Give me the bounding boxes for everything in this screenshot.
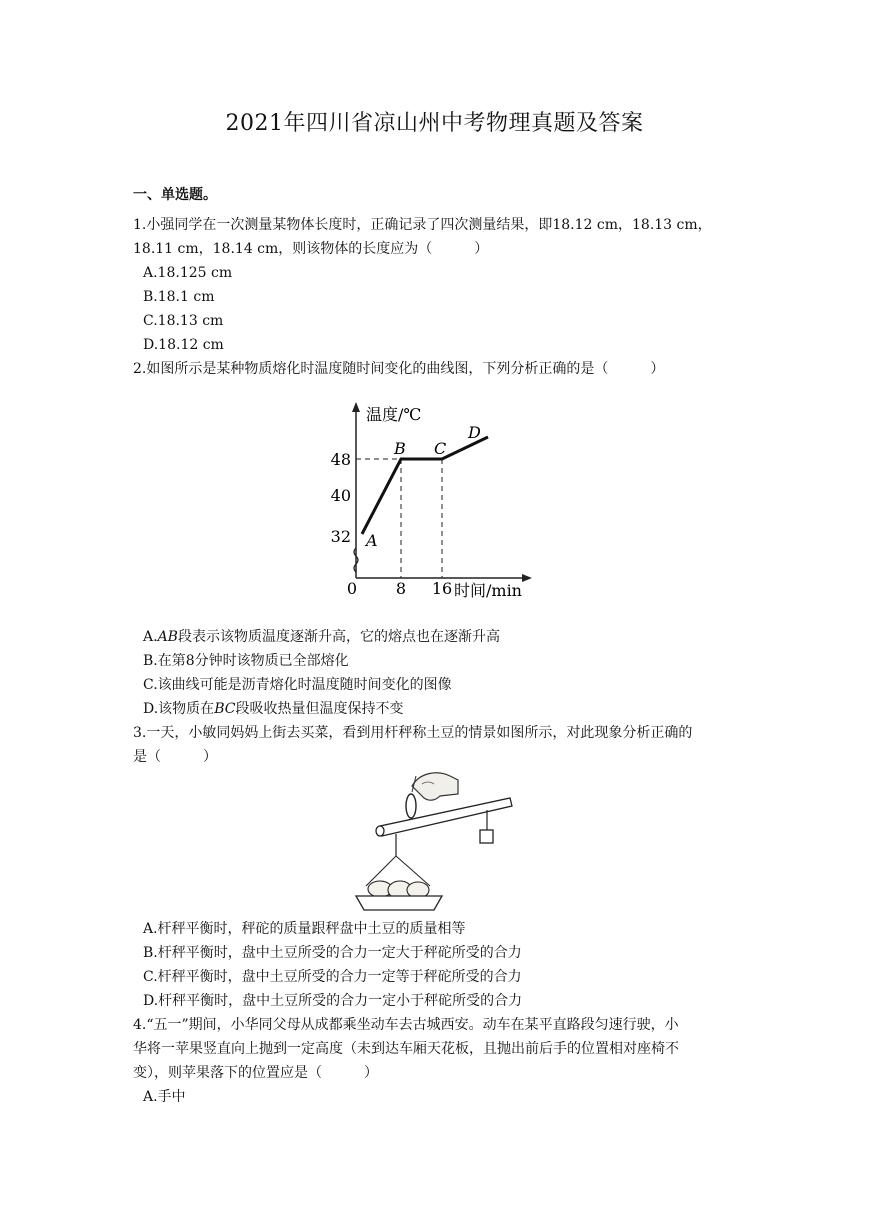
steelyard-figure xyxy=(350,766,520,916)
y-axis-label: 温度/℃ xyxy=(366,405,422,424)
x-tick-0: 0 xyxy=(346,579,358,598)
section-heading: 一、单选题。 xyxy=(133,187,217,203)
q3-stem-line-1: 3.一天，小敏同妈妈上街去买菜，看到用杆秤称土豆的情景如图所示，对此现象分析正确的 xyxy=(133,725,693,741)
q1-option-a: A.18.125 cm xyxy=(143,265,233,281)
y-tick-40: 40 xyxy=(330,486,351,505)
q1-option-b: B.18.1 cm xyxy=(143,289,215,305)
q3-option-a: A.杆秤平衡时，秤砣的质量跟秤盘中土豆的质量相等 xyxy=(143,921,466,937)
hanging-loop xyxy=(406,794,416,818)
q1-stem-line-1: 1.小强同学在一次测量某物体长度时，正确记录了四次测量结果，即18.12 cm，18.13 cm， xyxy=(133,217,712,233)
y-tick-48: 48 xyxy=(330,450,351,469)
q3-stem-line-2: 是（ ） xyxy=(133,749,217,765)
q2-option-b: B.在第8分钟时该物质已全部熔化 xyxy=(143,653,349,669)
x-axis-label: 时间/min xyxy=(454,581,522,600)
q2-option-a: A.AB段表示该物质温度逐渐升高，它的熔点也在逐渐升高 xyxy=(143,629,500,645)
q3-option-c: C.杆秤平衡时，盘中土豆所受的合力一定等于秤砣所受的合力 xyxy=(143,969,522,985)
q1-option-c: C.18.13 cm xyxy=(143,313,224,329)
melting-curve-figure xyxy=(330,398,540,606)
x-tick-16: 16 xyxy=(431,579,453,598)
q2-option-c: C.该曲线可能是沥青熔化时温度随时间变化的图像 xyxy=(143,677,452,693)
hand-icon xyxy=(412,773,458,800)
point-label-a: A xyxy=(366,531,378,550)
q4-stem-line-1: 4.“五一”期间，小华同父母从成都乘坐动车去古城西安。动车在某平直路段匀速行驶，小 xyxy=(133,1017,679,1033)
q4-stem-line-2: 华将一苹果竖直向上抛到一定高度（未到达车厢天花板，且抛出前后手的位置相对座椅不 xyxy=(133,1041,679,1057)
q3-option-b: B.杆秤平衡时，盘中土豆所受的合力一定大于秤砣所受的合力 xyxy=(143,945,522,961)
melting-curve xyxy=(362,437,488,534)
x-axis-arrow xyxy=(522,574,532,582)
point-label-b: B xyxy=(394,439,406,458)
q1-option-d: D.18.12 cm xyxy=(143,337,224,353)
counterweight xyxy=(480,830,493,843)
q2-stem: 2.如图所示是某种物质熔化时温度随时间变化的曲线图，下列分析正确的是（ ） xyxy=(133,361,665,377)
y-tick-32: 32 xyxy=(330,527,351,546)
point-label-c: C xyxy=(434,439,447,458)
scale-pan xyxy=(356,896,442,910)
x-tick-8: 8 xyxy=(395,579,407,598)
q4-stem-line-3: 变），则苹果落下的位置应是（ ） xyxy=(133,1065,378,1081)
point-label-d: D xyxy=(468,423,481,442)
document-title: 2021年四川省凉山州中考物理真题及答案 xyxy=(225,111,644,136)
q4-option-a: A.手中 xyxy=(143,1089,186,1105)
y-axis-arrow xyxy=(352,402,360,412)
q2-option-d: D.该物质在BC段吸收热量但温度保持不变 xyxy=(143,701,404,717)
q1-stem-line-2: 18.11 cm，18.14 cm，则该物体的长度应为（ ） xyxy=(133,241,489,257)
q3-option-d: D.杆秤平衡时，盘中土豆所受的合力一定小于秤砣所受的合力 xyxy=(143,993,523,1009)
